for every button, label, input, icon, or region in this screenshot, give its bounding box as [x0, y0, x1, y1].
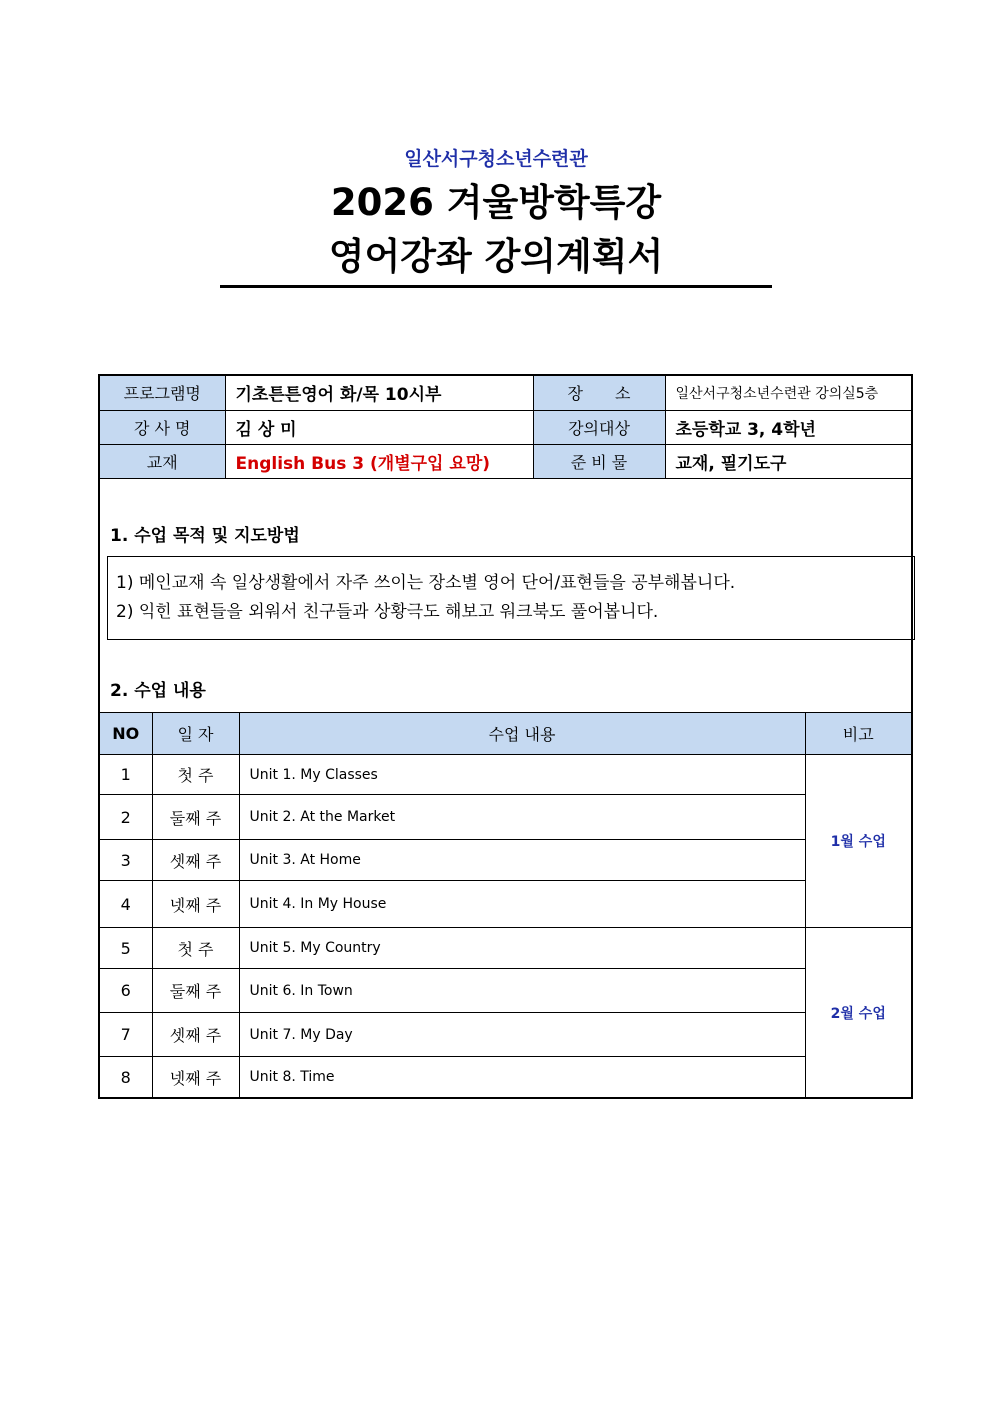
- lesson-row: [100, 881, 911, 928]
- document-title-line1: 2026 겨울방학특강: [330, 181, 662, 224]
- lesson-content: Unit 4. In My House: [239, 881, 805, 928]
- lesson-week: 셋째 주: [152, 840, 239, 881]
- program-label: 프로그램명: [100, 376, 225, 410]
- lesson-content: Unit 8. Time: [239, 1057, 805, 1098]
- lesson-no: 7: [100, 1013, 152, 1057]
- lesson-row: [100, 795, 911, 840]
- target-label: 강의대상: [533, 410, 665, 444]
- textbook-value: English Bus 3 (개별구입 요망): [225, 444, 533, 478]
- purpose-line: 1) 메인교재 속 일상생활에서 자주 쓰이는 장소별 영어 단어/표현들을 공부해봅니다.: [116, 573, 736, 593]
- lesson-week: 둘째 주: [152, 969, 239, 1013]
- title-underline: [220, 285, 772, 288]
- lesson-no: 4: [100, 881, 152, 928]
- lesson-no: 8: [100, 1057, 152, 1098]
- lesson-week: 넷째 주: [152, 881, 239, 928]
- lesson-content: Unit 6. In Town: [239, 969, 805, 1013]
- lesson-week: 넷째 주: [152, 1057, 239, 1098]
- place-value: 일산서구청소년수련관 강의실5층: [665, 376, 911, 410]
- program-value: 기초튼튼영어 화/목 10시부: [225, 376, 533, 410]
- instructor-value: 김 상 미: [225, 410, 533, 444]
- lesson-content: Unit 1. My Classes: [239, 755, 805, 795]
- lesson-week: 첫 주: [152, 755, 239, 795]
- lesson-row: [100, 969, 911, 1013]
- lesson-header-row: [100, 713, 911, 755]
- purpose-box: [107, 556, 915, 640]
- plan-document-frame: [98, 374, 913, 1099]
- lesson-no: 1: [100, 755, 152, 795]
- lesson-week: 둘째 주: [152, 795, 239, 840]
- lesson-content: Unit 3. At Home: [239, 840, 805, 881]
- section2-title: 2. 수업 내용: [110, 681, 206, 701]
- place-label: 장 소: [533, 376, 665, 410]
- document-title-line2: 영어강좌 강의계획서: [328, 235, 664, 278]
- lesson-content: Unit 5. My Country: [239, 928, 805, 969]
- lesson-plan-table: [100, 712, 911, 1098]
- lesson-no: 2: [100, 795, 152, 840]
- lesson-no: 5: [100, 928, 152, 969]
- lesson-row: [100, 1057, 911, 1098]
- target-value: 초등학교 3, 4학년: [665, 410, 911, 444]
- supplies-label: 준 비 물: [533, 444, 665, 478]
- lesson-content: Unit 2. At the Market: [239, 795, 805, 840]
- lesson-no: 6: [100, 969, 152, 1013]
- info-row: [100, 410, 911, 444]
- section1-title: 1. 수업 목적 및 지도방법: [110, 526, 300, 546]
- lesson-note-february: 2월 수업: [805, 928, 911, 1098]
- purpose-line: 2) 익힌 표현들을 외워서 친구들과 상황극도 해보고 워크북도 풀어봅니다.: [116, 602, 659, 622]
- col-header-content: 수업 내용: [239, 713, 805, 755]
- organization-name: 일산서구청소년수련관: [404, 148, 588, 170]
- lesson-row: [100, 840, 911, 881]
- instructor-label: 강 사 명: [100, 410, 225, 444]
- supplies-value: 교재, 필기도구: [665, 444, 911, 478]
- lesson-row: [100, 755, 911, 795]
- textbook-label: 교재: [100, 444, 225, 478]
- lesson-row: [100, 1013, 911, 1057]
- course-info-table: [100, 376, 911, 479]
- lesson-week: 첫 주: [152, 928, 239, 969]
- lesson-no: 3: [100, 840, 152, 881]
- lesson-row: [100, 928, 911, 969]
- info-row: [100, 444, 911, 478]
- info-row: [100, 376, 911, 410]
- col-header-no: NO: [100, 713, 152, 755]
- lesson-week: 셋째 주: [152, 1013, 239, 1057]
- lesson-content: Unit 7. My Day: [239, 1013, 805, 1057]
- col-header-note: 비고: [805, 713, 911, 755]
- col-header-date: 일 자: [152, 713, 239, 755]
- lesson-note-january: 1월 수업: [805, 755, 911, 928]
